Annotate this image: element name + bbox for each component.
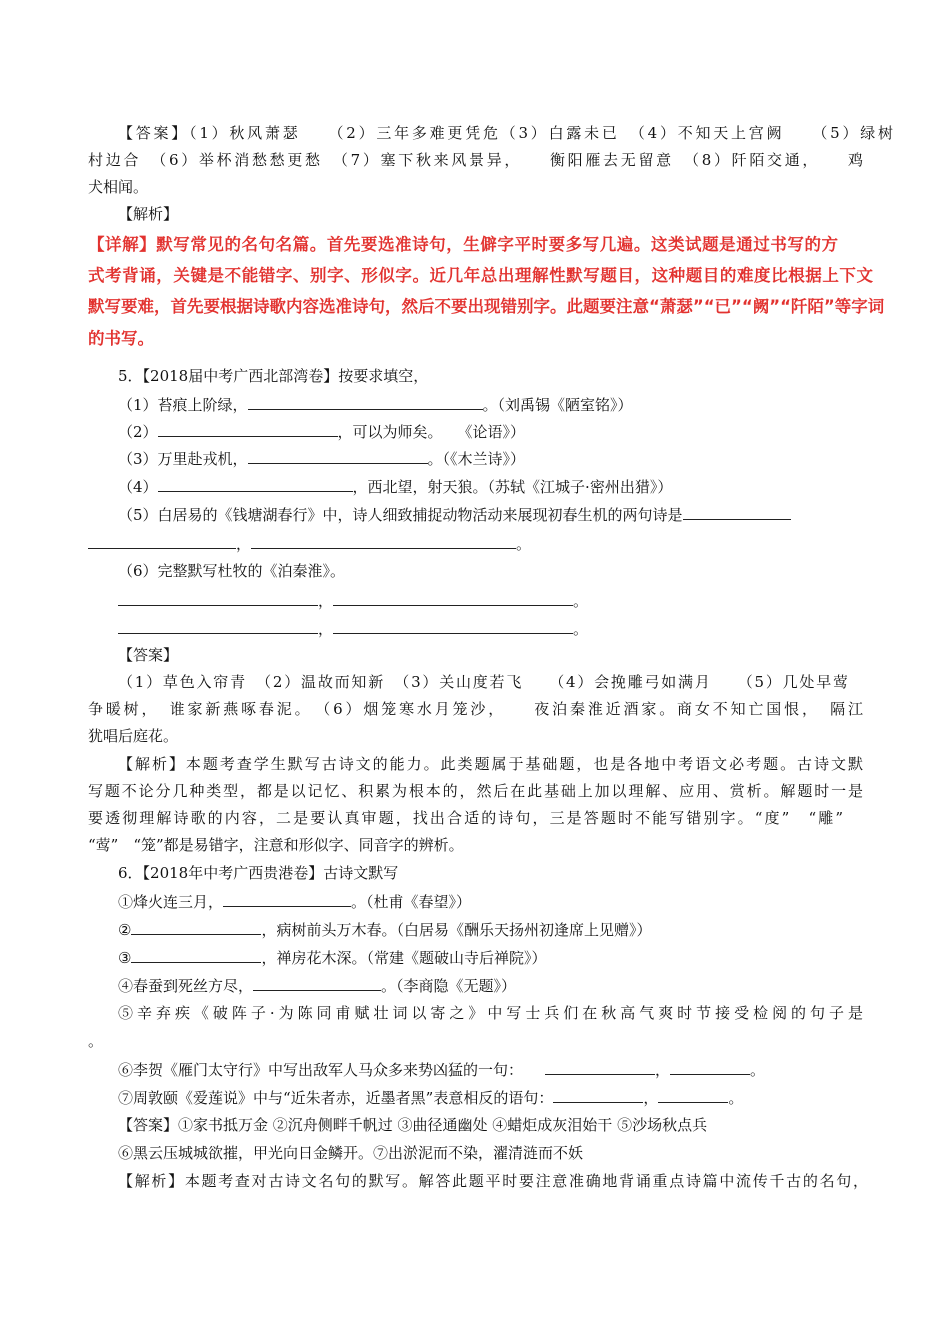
answer-line-3: 犬相闻。 [88,178,149,196]
detail-line-3: 默写要难，首先要根据诗歌内容选准诗句，然后不要出现错别字。此题要注意“萧瑟”“已”“阙”“阡陌”等字词 [88,297,885,316]
answer-blank[interactable] [683,504,791,520]
q5-item-3: （3）万里赴戎机， 。（《木兰诗》） [118,450,526,468]
answer-blank[interactable] [158,476,353,492]
answer-blank[interactable] [545,1059,655,1075]
answer-blank[interactable] [333,618,573,634]
q6-analysis-line-1: 【解析】本题考查对古诗文名句的默写。解答此题平时要注意准确地背诵重点诗篇中流传千古的名句， [118,1172,868,1190]
q6-item-5-end: 。 [88,1032,104,1050]
answer-blank[interactable] [670,1059,750,1075]
q5-item-6: （6）完整默写杜牧的《泊秦淮》。 [118,562,346,580]
detail-line-1: 【详解】默写常见的名句名篇。首先要选准诗句，生僻字平时要多写几遍。这类试题是通过书写的方 [88,235,838,254]
detail-line-2: 式考背诵，关键是不能错字、别字、形似字。近几年总出理解性默写题目，这种题目的难度比根据上下文 [88,266,873,285]
q5-answer-line-2: 争暖树， 谁家新燕啄春泥。 （6）烟笼寒水月笼沙， 夜泊秦淮近酒家。商女不知亡国恨， 隔江 [88,700,863,718]
analysis-label: 【解析】 [118,205,179,223]
q6-item-2: ② ，病树前头万木春。（白居易《酬乐天扬州初逢席上见赠》） [118,921,652,939]
q5-item-5-cont: ， 。 [88,533,868,554]
question-5-title: 5．【2018届中考广西北部湾卷】按要求填空， [118,367,429,385]
q6-item-1: ①烽火连三月， 。（杜甫《春望》） [118,893,472,911]
answer-blank[interactable] [131,919,261,935]
q5-item-2: （2） ，可以为师矣。 《论语》） [118,423,526,441]
q5-item-5: （5）白居易的《钱塘湖春行》中，诗人细致捕捉动物活动来展现初春生机的两句诗是 [118,504,898,525]
answer-line-2: 村边合 （6）举杯消愁愁更愁 （7）塞下秋来风景异， 衡阳雁去无留意 （8）阡陌交通， 鸡 [88,151,863,169]
q5-answer-line-1: （1）草色入帘青 （2）温故而知新 （3）关山度若飞 （4）会挽雕弓如满月 （5）几处早莺 [118,673,848,691]
q5-analysis-line-3: 要透彻理解诗歌的内容，二是要认真审题，找出合适的诗句，三是答题时不能写错别字。“度” “雕” [88,809,843,827]
q5-analysis-line-2: 写题不论分几种类型，都是以记忆、积累为根本的，然后在此基础上加以理解、应用、赏析。解题时一是 [88,782,863,800]
q6-item-4: ④春蚕到死丝方尽， 。（李商隐《无题》） [118,977,517,995]
answer-blank[interactable] [158,421,338,437]
q5-item-1: （1）苔痕上阶绿， 。（刘禹锡《陋室铭》） [118,396,633,414]
answer-blank[interactable] [88,533,236,549]
q5-item-4: （4） ，西北望，射天狼。（苏轼《江城子·密州出猎》） [118,478,673,496]
detail-line-4: 的书写。 [88,329,154,348]
q6-item-6: ⑥李贺《雁门太守行》中写出敌军人马众多来势凶猛的一句： ， 。 [118,1061,766,1079]
answer-blank[interactable] [333,590,573,606]
q6-item-3: ③ ，禅房花木深。（常建《题破山寺后禅院》） [118,949,547,967]
q6-answer-line-2: ⑥黑云压城城欲摧，甲光向日金鳞开。⑦出淤泥而不染，濯清涟而不妖 [118,1144,584,1162]
q5-item-6-line-1: ， 。 [118,590,898,611]
answer-line-1: 【答案】（1）秋风萧瑟 （2）三年多难更凭危（3）白露未已 （4）不知天上宫阙 （5）绿树 [118,124,893,142]
q6-item-7: ⑦周敦颐《爱莲说》中与“近朱者赤，近墨者黑”表意相反的语句： ， 。 [118,1089,744,1107]
q5-analysis-line-4: “莺” “笼”都是易错字，注意和形似字、同音字的辨析。 [88,836,464,854]
q6-item-5: ⑤辛弃疾《破阵子·为陈同甫赋壮词以寄之》中写士兵们在秋高气爽时节接受检阅的句子是 [118,1004,863,1022]
answer-blank[interactable] [131,947,261,963]
q5-item-6-line-2: ， 。 [118,618,898,639]
answer-blank[interactable] [553,1087,643,1103]
answer-blank[interactable] [118,590,318,606]
answer-blank[interactable] [251,533,516,549]
answer-blank[interactable] [658,1087,728,1103]
answer-blank[interactable] [118,618,318,634]
question-6-title: 6．【2018年中考广西贵港卷】古诗文默写 [118,864,399,882]
answer-blank[interactable] [223,891,351,907]
answer-blank[interactable] [248,394,483,410]
q5-answer-line-3: 犹唱后庭花。 [88,727,179,745]
answer-blank[interactable] [248,448,428,464]
q5-analysis-line-1: 【解析】本题考查学生默写古诗文的能力。此类题属于基础题，也是各地中考语文必考题。古诗文默 [118,755,863,773]
q5-answer-label: 【答案】 [118,646,179,664]
q6-answer-line-1: 【答案】①家书抵万金 ②沉舟侧畔千帆过 ③曲径通幽处 ④蜡炬成灰泪始干 ⑤沙场秋点兵 [118,1116,708,1134]
answer-blank[interactable] [253,975,381,991]
